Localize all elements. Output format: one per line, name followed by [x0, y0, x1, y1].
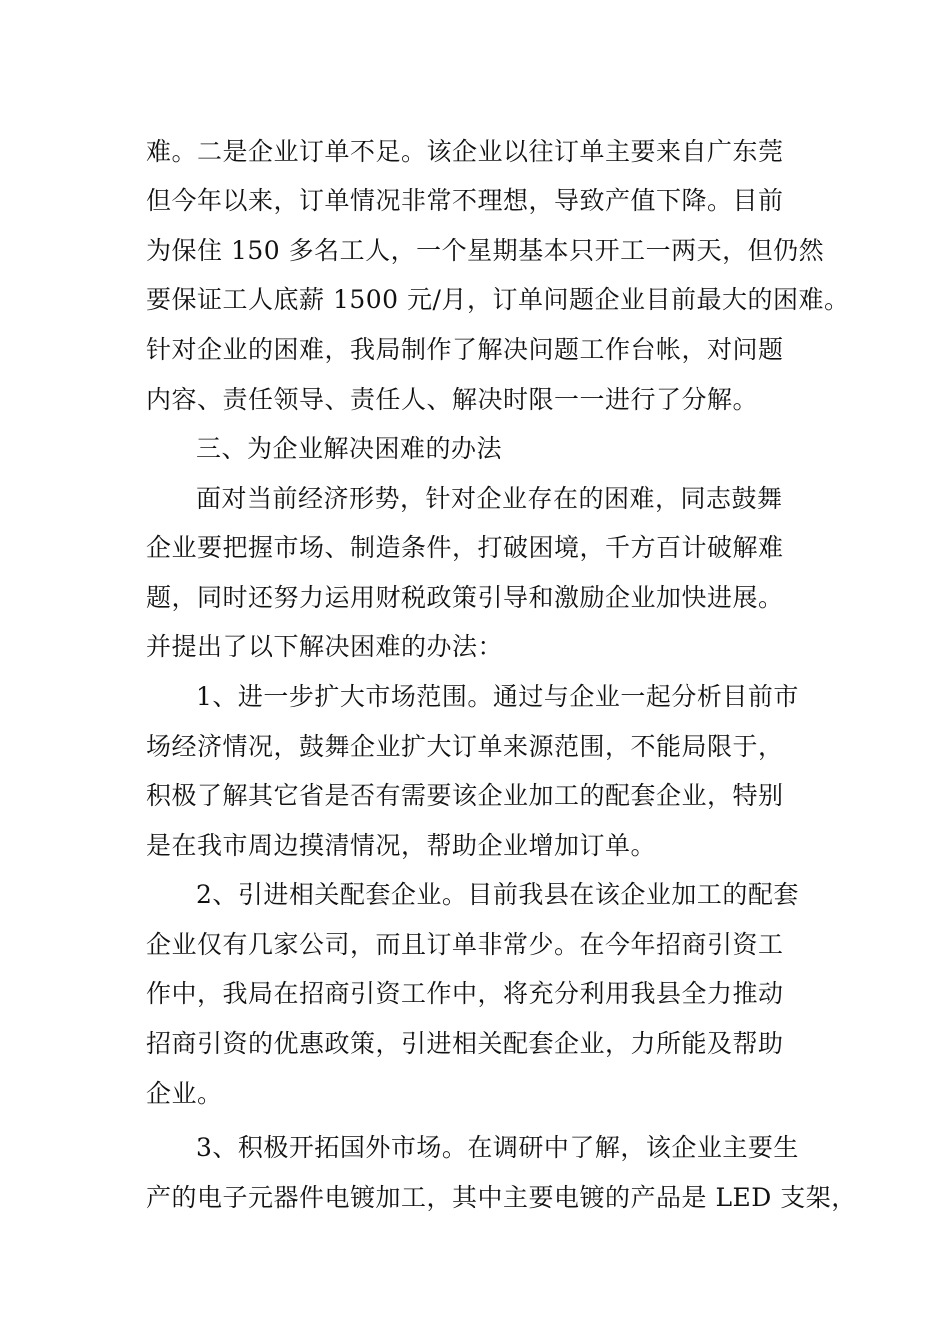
text-line: 3、积极开拓国外市场。在调研中了解，该企业主要生 [196, 1133, 799, 1162]
text-line: 是在我市周边摸清情况，帮助企业增加订单。 [146, 831, 657, 860]
text-line: 企业仅有几家公司，而且订单非常少。在今年招商引资工 [146, 930, 784, 959]
text-line: 题，同时还努力运用财税政策引导和激励企业加快进展。 [146, 583, 784, 612]
text-line: 针对企业的困难，我局制作了解决问题工作台帐，对问题 [146, 335, 784, 364]
text-line: 产的电子元器件电镀加工，其中主要电镀的产品是 LED 支架， [146, 1183, 857, 1212]
text-line: 企业要把握市场、制造条件，打破困境，千方百计破解难 [146, 533, 784, 562]
text-line: 但今年以来，订单情况非常不理想，导致产值下降。目前 [146, 186, 784, 215]
text-line: 作中，我局在招商引资工作中，将充分利用我县全力推动 [146, 979, 784, 1008]
text-line: 面对当前经济形势，针对企业存在的困难，同志鼓舞 [196, 484, 783, 513]
text-line: 积极了解其它省是否有需要该企业加工的配套企业，特别 [146, 781, 784, 810]
text-line: 企业。 [146, 1079, 223, 1108]
text-line: 为保住 150 多名工人，一个星期基本只开工一两天，但仍然 [146, 236, 825, 265]
text-line: 2、引进相关配套企业。目前我县在该企业加工的配套 [196, 880, 799, 909]
section-heading: 三、为企业解决困难的办法 [196, 434, 503, 463]
text-line: 难。二是企业订单不足。该企业以往订单主要来自广东莞 [146, 137, 784, 166]
text-line: 招商引资的优惠政策，引进相关配套企业，力所能及帮助 [146, 1029, 784, 1058]
text-line: 内容、责任领导、责任人、解决时限一一进行了分解。 [146, 385, 759, 414]
text-line: 并提出了以下解决困难的办法： [146, 632, 504, 661]
text-line: 要保证工人底薪 1500 元/月，订单问题企业目前最大的困难。 [146, 285, 850, 314]
text-line: 1、进一步扩大市场范围。通过与企业一起分析目前市 [196, 682, 799, 711]
text-line: 场经济情况，鼓舞企业扩大订单来源范围，不能局限于， [146, 732, 784, 761]
